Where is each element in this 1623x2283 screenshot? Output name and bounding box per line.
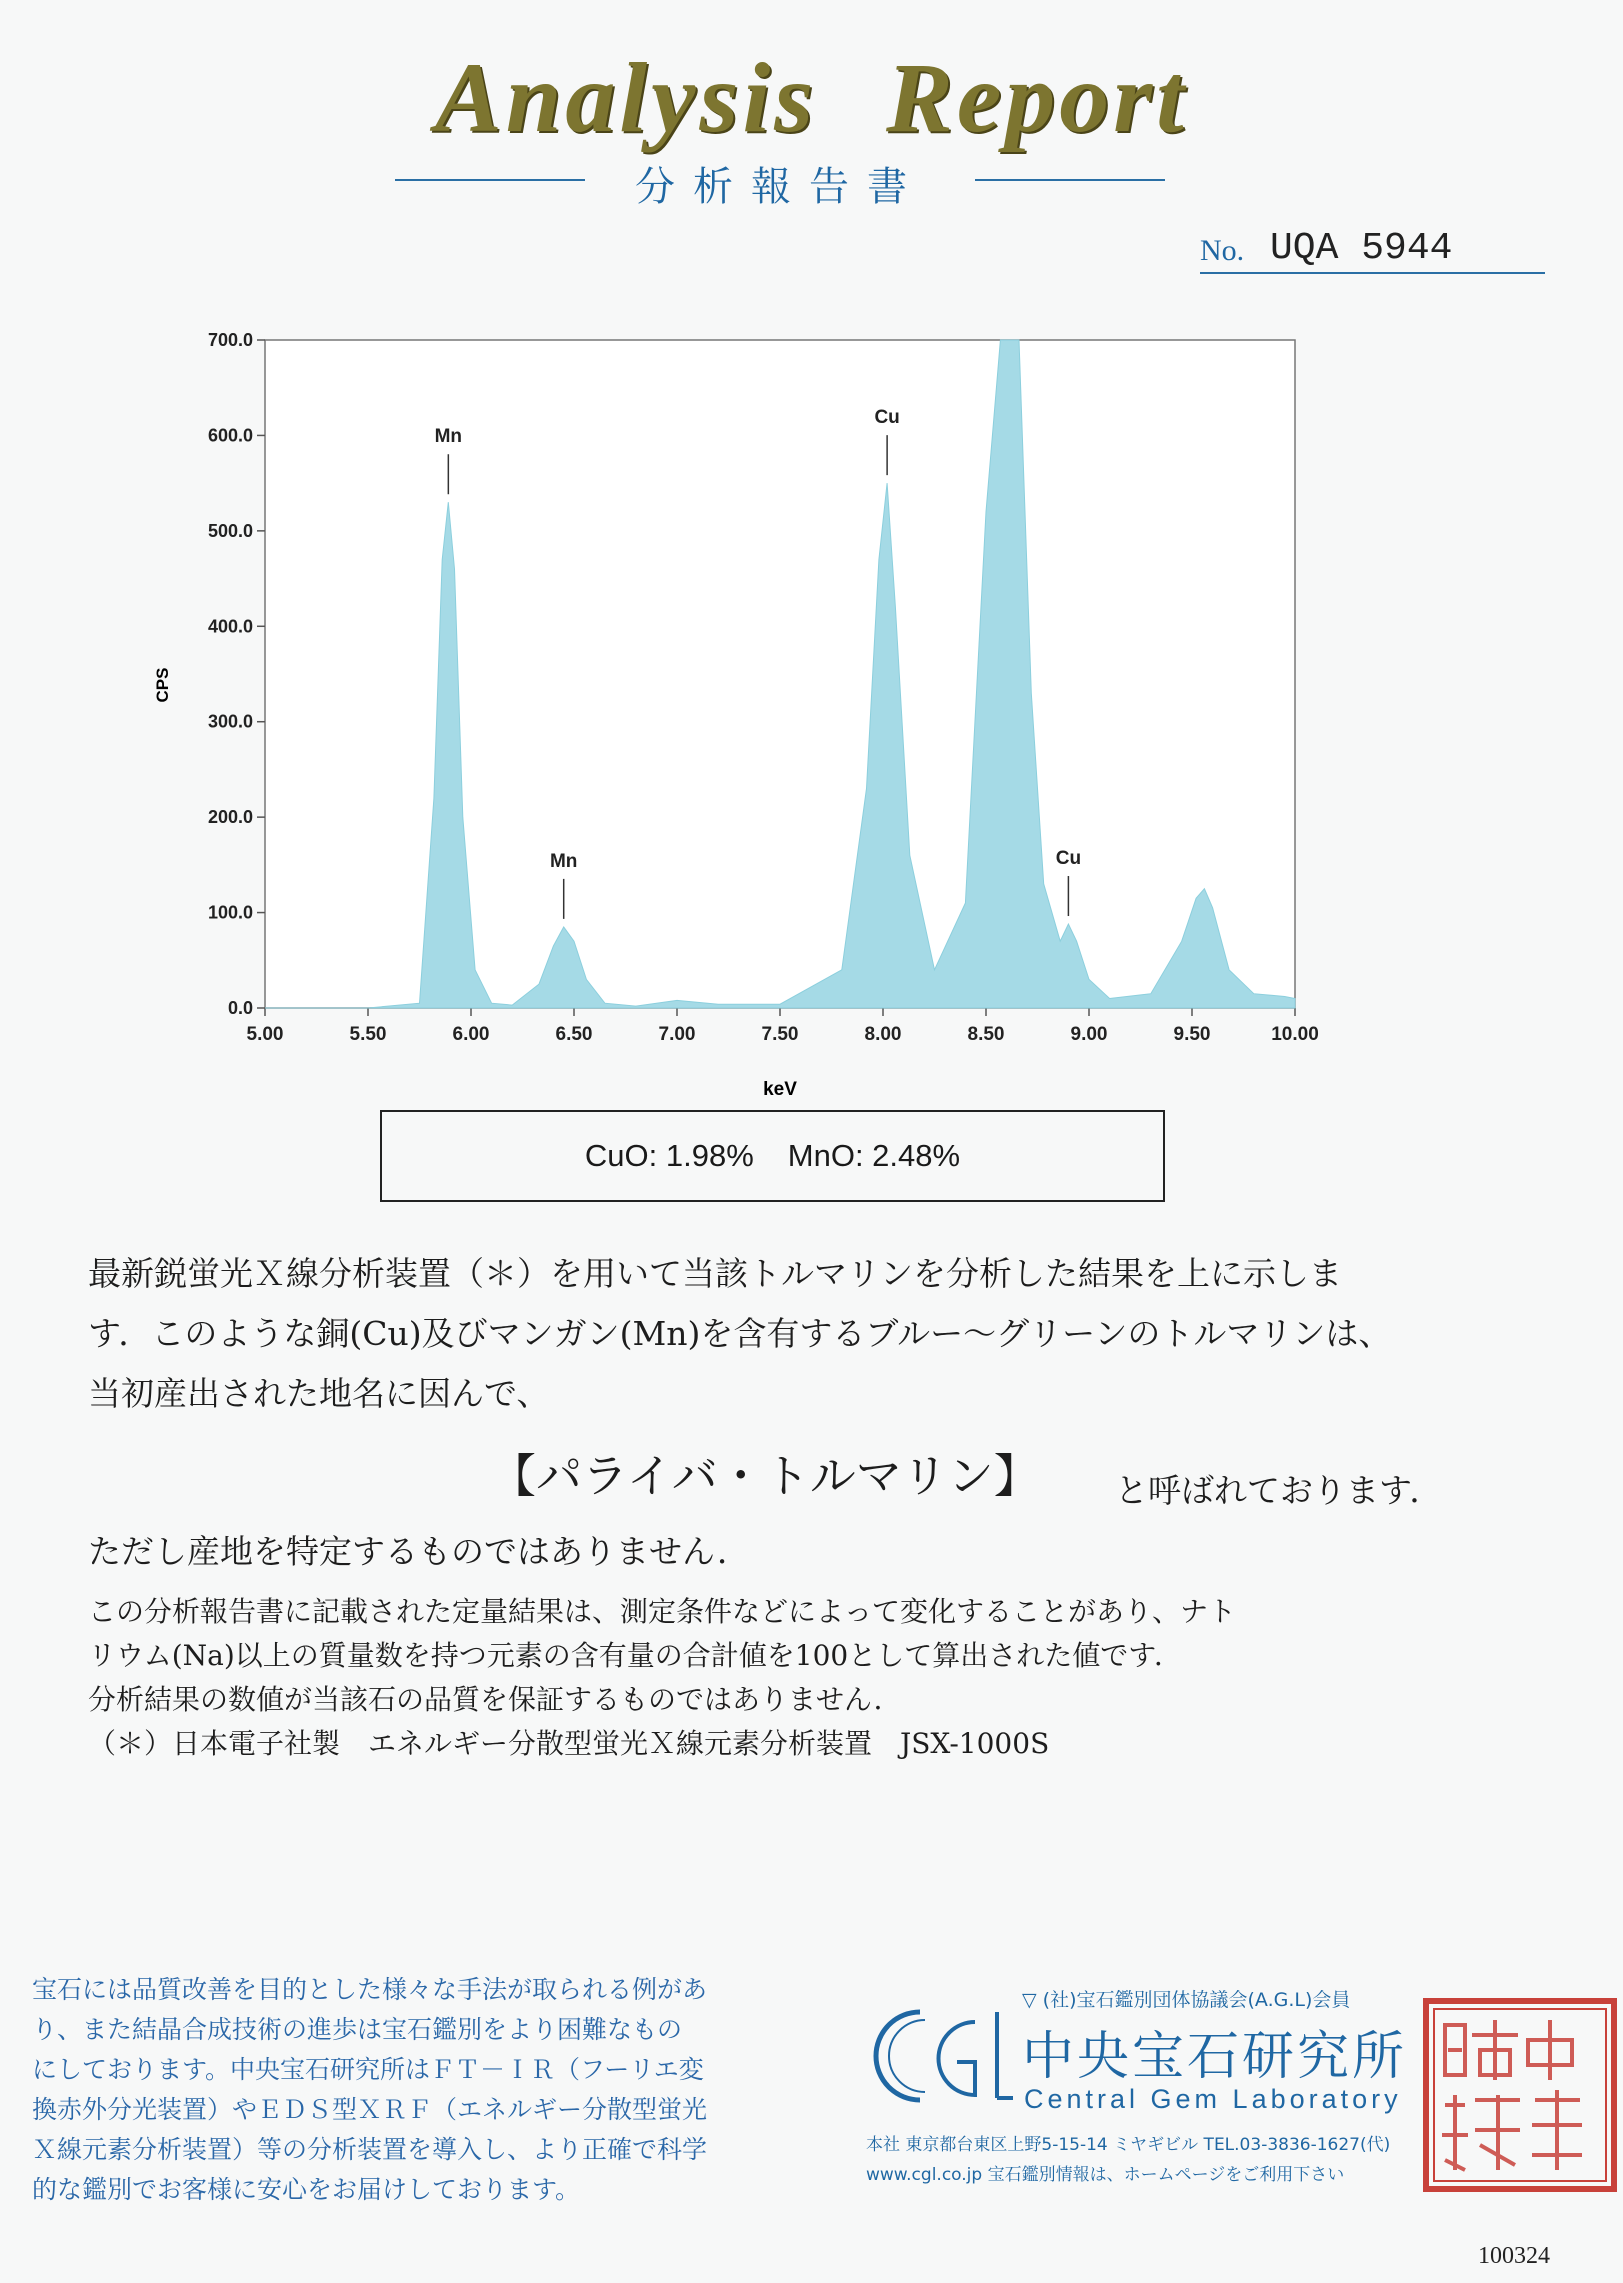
x-axis (247, 1008, 1319, 1045)
peak-label: Mn (434, 426, 463, 448)
x-axis-label: keV (763, 1079, 797, 1100)
x-tick-label: 8.50 (967, 1024, 1005, 1045)
footer-note-line: 宝石には品質改善を目的とした様々な手法が取られる例があ (32, 1975, 708, 2004)
divider-right (975, 179, 1165, 181)
report-title: Analysis Report (435, 42, 1188, 153)
y-tick-label: 100.0 (207, 902, 253, 923)
x-tick-label: 7.00 (658, 1024, 696, 1045)
report-number-value: UQA 5944 (1270, 227, 1453, 270)
subtitle-row (395, 155, 1165, 210)
footer-note-line: 換赤外分光装置）やＥＤＳ型ＸＲＦ（エネルギー分散型蛍光 (32, 2095, 708, 2124)
lab-name-jp: 中央宝石研究所 (1022, 2027, 1408, 2087)
body-line-1: 最新鋭蛍光Ｘ線分析装置（＊）を用いて当該トルマリンを分析した結果を上に示しま (88, 1254, 1342, 1293)
x-tick-label: 6.00 (452, 1024, 490, 1045)
lab-address: 本社 東京都台東区上野5-15-14 ミヤギビル TEL.03-3836-1627(代) (866, 2135, 1391, 2155)
x-tick-label: 5.00 (246, 1024, 284, 1045)
note-line-2: リウム(Na)以上の質量数を持つ元素の含有量の合計値を100として算出された値です． (88, 1639, 1182, 1672)
x-tick-label: 10.00 (1271, 1024, 1319, 1045)
footer-note-line: り、また結晶合成技術の進歩は宝石鑑別をより困難なもの (32, 2015, 683, 2044)
y-tick-label: 300.0 (207, 711, 253, 732)
result-box (380, 1110, 1165, 1202)
y-tick-label: 600.0 (207, 425, 253, 446)
footer-note-line: にしております。中央宝石研究所はＦＴ－ＩＲ（フーリエ変 (32, 2055, 704, 2084)
x-tick-label: 6.50 (555, 1024, 593, 1045)
y-axis (208, 330, 265, 1018)
x-tick-label: 8.00 (864, 1024, 902, 1045)
x-tick-label: 9.00 (1070, 1024, 1108, 1045)
note-line-3: 分析結果の数値が当該石の品質を保証するものではありません． (88, 1683, 902, 1716)
red-seal-stamp (1420, 1995, 1620, 2195)
tourmaline-name-suffix: と呼ばれております． (1115, 1471, 1443, 1510)
body-line-3: 当初産出された地名に因んで、 (88, 1374, 550, 1413)
y-tick-label: 0.0 (227, 998, 253, 1018)
report-number-label: No. (1200, 234, 1245, 267)
plot-area (265, 340, 1295, 1008)
xrf-spectrum-chart (150, 320, 1330, 1110)
report-subtitle: 分析報告書 (635, 164, 925, 210)
peak-label: Mn (549, 850, 578, 872)
peak-label: Cu (1055, 848, 1082, 870)
y-tick-label: 200.0 (207, 807, 253, 828)
association-text: ▽ (社)宝石鑑別団体協議会(A.G.L)会員 (1022, 1989, 1351, 2011)
tourmaline-name: 【パライバ・トルマリン】 (490, 1449, 1040, 1503)
cuo-value: CuO: 1.98% (584, 1138, 754, 1173)
x-tick-label: 7.50 (761, 1024, 799, 1045)
y-tick-label: 700.0 (207, 330, 253, 350)
y-axis-label: CPS (153, 667, 172, 703)
mno-value: MnO: 2.48% (787, 1138, 961, 1173)
y-tick-label: 400.0 (207, 616, 253, 637)
x-tick-label: 9.50 (1173, 1024, 1211, 1045)
lab-name-en: Central Gem Laboratory (1024, 2084, 1402, 2114)
diamond-icon: ▽ (1022, 1989, 1037, 2011)
lab-website: www.cgl.co.jp 宝石鑑別情報は、ホームページをご利用下さい (866, 2165, 1345, 2185)
serial-number: 100324 (1478, 2243, 1550, 2269)
peak-label: Cu (874, 407, 900, 429)
x-tick-label: 5.50 (349, 1024, 387, 1045)
footer-note-line: 的な鑑別でお客様に安心をお届けしております。 (32, 2175, 581, 2204)
note-line-1: この分析報告書に記載された定量結果は、測定条件などによって変化することがあり、ナト (88, 1595, 1237, 1628)
cgl-logo-icon (865, 2000, 1015, 2110)
body-line-2: す．このような銅(Cu)及びマンガン(Mn)を含有するブルー～グリーンのトルマリンは、 (88, 1314, 1392, 1353)
report-number (1200, 220, 1545, 274)
footer-note (32, 1970, 792, 2210)
y-tick-label: 500.0 (207, 520, 253, 541)
body-line-4: ただし産地を特定するものではありません． (88, 1532, 750, 1571)
note-line-4: （＊）日本電子社製 エネルギー分散型蛍光Ｘ線元素分析装置 JSX-1000S (88, 1727, 1050, 1760)
footer-note-line: Ｘ線元素分析装置）等の分析装置を導入し、より正確で科学 (32, 2135, 708, 2164)
